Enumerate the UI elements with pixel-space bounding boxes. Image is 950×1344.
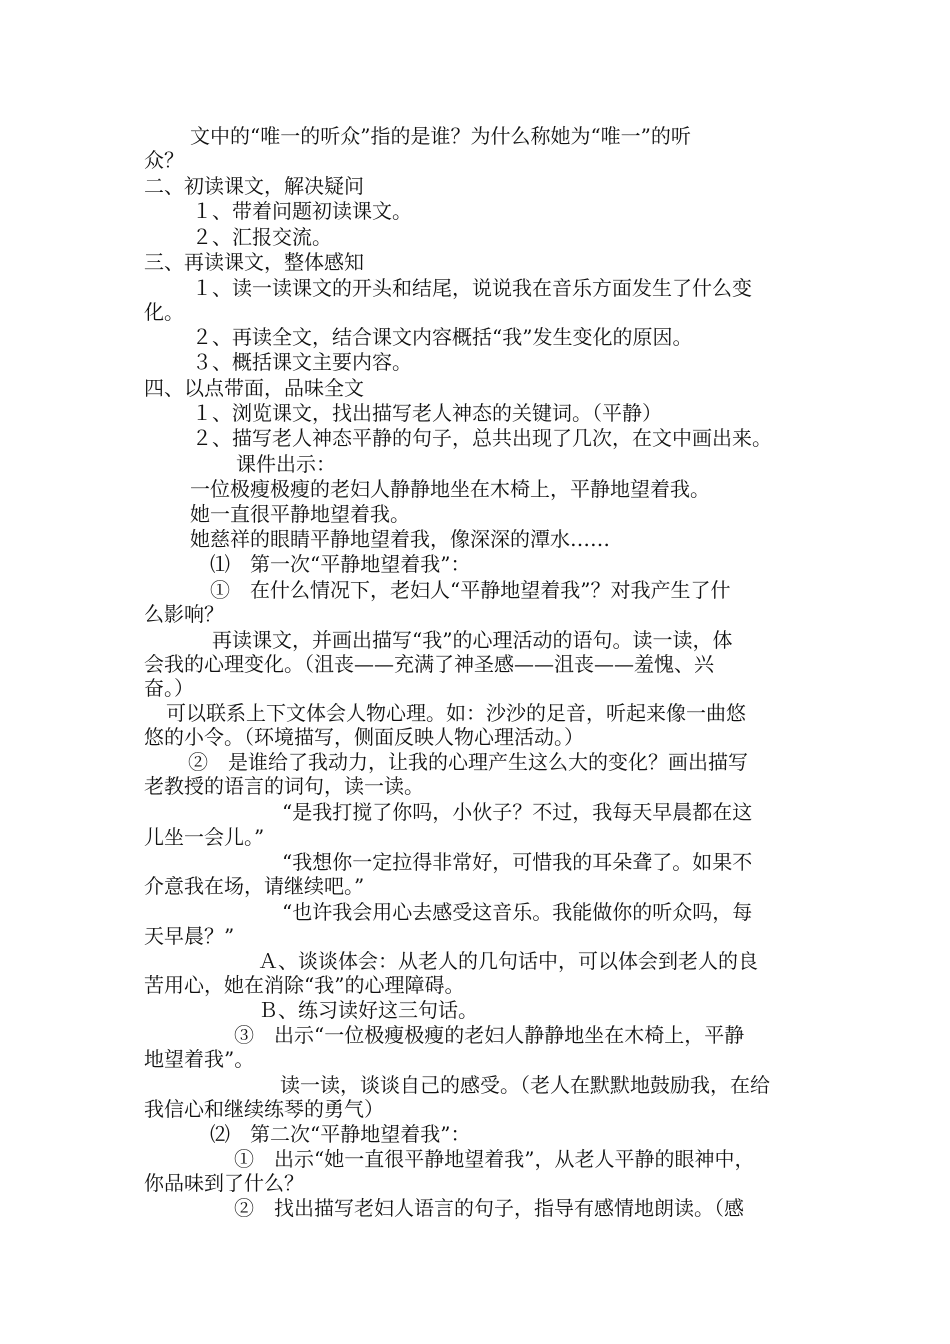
text-line: 儿坐一会儿。”	[144, 825, 265, 849]
text-line: 读一读，谈谈自己的感受。（老人在默默地鼓励我，在给	[280, 1073, 770, 1097]
text-line: １、浏览课文，找出描写老人神态的关键词。（平静）	[192, 401, 662, 425]
text-line: １、带着问题初读课文。	[192, 199, 412, 223]
text-line: 文中的“唯一的听众”指的是谁？为什么称她为“唯一”的听	[190, 124, 691, 148]
section-heading: 四、以点带面，品味全文	[144, 376, 364, 400]
text-line: 介意我在场，请继续吧。”	[144, 874, 365, 898]
text-line: 可以联系上下文体会人物心理。如：沙沙的足音，听起来像一曲悠	[166, 701, 746, 725]
text-line: 奋。）	[144, 676, 194, 700]
text-line: 再读课文，并画出描写“我”的心理活动的语句。读一读，体	[212, 628, 733, 652]
text-line: ⑵ 第二次“平静地望着我”：	[210, 1122, 471, 1146]
text-line: 老教授的语言的词句，读一读。	[144, 774, 424, 798]
text-line: ２、描写老人神态平静的句子，总共出现了几次，在文中画出来。	[192, 426, 772, 450]
text-line: “也许我会用心去感受这音乐。我能做你的听众吗，每	[282, 900, 753, 924]
text-line: 化。	[144, 300, 184, 324]
section-heading: 三、再读课文，整体感知	[144, 250, 364, 274]
text-line: ② 是谁给了我动力，让我的心理产生这么大的变化？画出描写	[188, 750, 748, 774]
text-line: Ａ、谈谈体会：从老人的几句话中，可以体会到老人的良	[258, 949, 758, 973]
text-line: Ｂ、练习读好这三句话。	[258, 998, 478, 1022]
text-line: 众？	[144, 148, 184, 172]
text-line: ① 出示“她一直很平静地望着我”，从老人平静的眼神中，	[234, 1147, 755, 1171]
text-line: 会我的心理变化。（沮丧——充满了神圣感——沮丧——羞愧、兴	[144, 652, 714, 676]
text-line: 课件出示：	[236, 452, 336, 476]
text-line: 么影响？	[144, 602, 224, 626]
text-line: １、读一读课文的开头和结尾，说说我在音乐方面发生了什么变	[192, 276, 752, 300]
text-line: 地望着我”。	[144, 1047, 255, 1071]
text-line: 她慈祥的眼睛平静地望着我，像深深的潭水……	[190, 527, 610, 551]
text-line: ⑴ 第一次“平静地望着我”：	[210, 552, 471, 576]
section-heading: 二、初读课文，解决疑问	[144, 174, 364, 198]
text-line: ２、再读全文，结合课文内容概括“我”发生变化的原因。	[192, 325, 693, 349]
text-line: 天早晨？”	[144, 924, 235, 948]
text-line: “是我打搅了你吗，小伙子？不过，我每天早晨都在这	[282, 800, 753, 824]
text-line: ３、概括课文主要内容。	[192, 350, 412, 374]
text-line: ② 找出描写老妇人语言的句子，指导有感情地朗读。（感	[234, 1196, 744, 1220]
text-line: “我想你一定拉得非常好，可惜我的耳朵聋了。如果不	[282, 850, 753, 874]
text-line: 一位极瘦极瘦的老妇人静静地坐在木椅上，平静地望着我。	[190, 477, 710, 501]
text-line: 我信心和继续练琴的勇气）	[144, 1097, 384, 1121]
text-line: 她一直很平静地望着我。	[190, 502, 410, 526]
text-line: 你品味到了什么？	[144, 1171, 304, 1195]
text-line: ２、汇报交流。	[192, 225, 332, 249]
text-line: ③ 出示“一位极瘦极瘦的老妇人静静地坐在木椅上，平静	[234, 1023, 745, 1047]
text-line: ① 在什么情况下，老妇人“平静地望着我”？对我产生了什	[210, 578, 731, 602]
text-line: 悠的小令。（环境描写，侧面反映人物心理活动。）	[144, 725, 584, 749]
text-line: 苦用心，她在消除“我”的心理障碍。	[144, 973, 465, 997]
